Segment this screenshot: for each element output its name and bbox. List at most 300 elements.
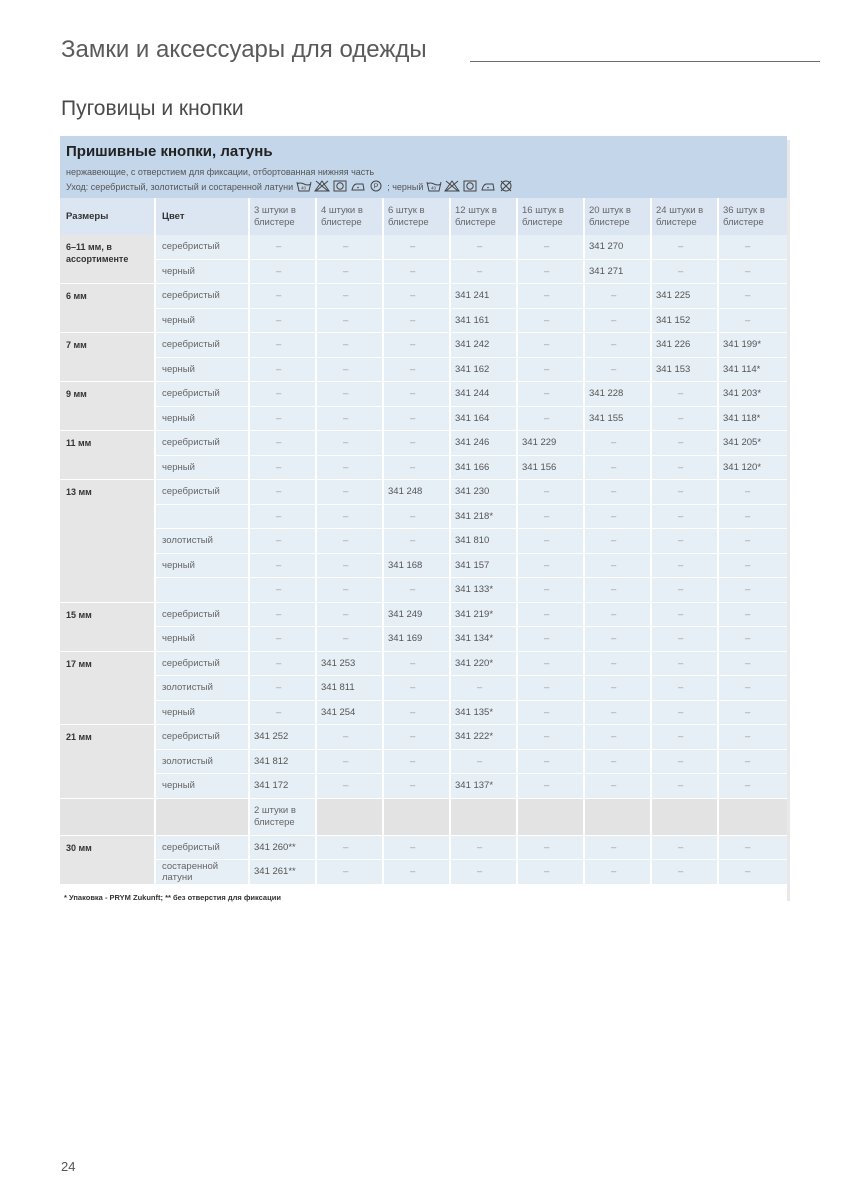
article-cell: – xyxy=(248,701,315,726)
article-cell: 341 270 xyxy=(583,235,650,260)
article-cell: 341 135* xyxy=(449,701,516,726)
article-cell: – xyxy=(650,529,717,554)
article-cell: – xyxy=(650,603,717,628)
article-cell: – xyxy=(382,860,449,885)
article-cell: – xyxy=(248,358,315,383)
article-cell: – xyxy=(650,407,717,432)
color-cell: серебристый xyxy=(154,431,248,456)
article-cell: 341 811 xyxy=(315,676,382,701)
article-cell: 341 271 xyxy=(583,260,650,285)
article-cell: – xyxy=(583,480,650,505)
article-cell: – xyxy=(248,260,315,285)
blank-cell xyxy=(60,799,154,836)
panel-title: Пришивные кнопки, латунь xyxy=(66,143,273,160)
article-cell: – xyxy=(382,725,449,750)
blank-cell xyxy=(583,799,650,836)
color-cell: серебристый xyxy=(154,836,248,861)
table-row xyxy=(60,836,787,861)
column-header: 24 штуки в блистере xyxy=(650,198,717,235)
article-cell: 341 155 xyxy=(583,407,650,432)
article-cell: – xyxy=(717,480,787,505)
article-cell: – xyxy=(717,750,787,775)
blank-cell xyxy=(382,799,449,836)
article-cell: – xyxy=(449,836,516,861)
care-black-text: ; черный xyxy=(387,182,424,192)
article-cell: – xyxy=(717,309,787,334)
article-cell: – xyxy=(583,627,650,652)
article-cell: 341 246 xyxy=(449,431,516,456)
article-cell: – xyxy=(315,333,382,358)
article-cell: 341 133* xyxy=(449,578,516,603)
iron-icon xyxy=(350,180,366,192)
size-cell: 15 мм xyxy=(60,603,154,652)
panel-header xyxy=(60,136,787,198)
article-cell: – xyxy=(449,860,516,885)
article-cell: – xyxy=(516,358,583,383)
article-cell: – xyxy=(382,676,449,701)
article-cell: 341 199* xyxy=(717,333,787,358)
article-cell: – xyxy=(516,603,583,628)
article-cell: – xyxy=(449,260,516,285)
color-cell: серебристый xyxy=(154,284,248,309)
article-cell: – xyxy=(315,750,382,775)
article-cell: – xyxy=(248,235,315,260)
article-cell: – xyxy=(315,431,382,456)
article-cell: – xyxy=(516,676,583,701)
color-cell: черный xyxy=(154,774,248,799)
table-row xyxy=(60,407,787,432)
article-cell: – xyxy=(315,725,382,750)
article-cell: – xyxy=(516,701,583,726)
article-cell: – xyxy=(248,529,315,554)
article-cell: – xyxy=(650,456,717,481)
article-cell: – xyxy=(248,309,315,334)
iron-icon xyxy=(480,180,496,192)
table-row xyxy=(60,284,787,309)
article-cell: 341 118* xyxy=(717,407,787,432)
article-cell: – xyxy=(382,333,449,358)
article-cell: – xyxy=(382,652,449,677)
table-row xyxy=(60,725,787,750)
column-header: 12 штук в блистере xyxy=(449,198,516,235)
color-cell: серебристый xyxy=(154,652,248,677)
color-cell: черный xyxy=(154,456,248,481)
article-cell: – xyxy=(717,676,787,701)
article-cell: – xyxy=(248,431,315,456)
article-cell: – xyxy=(516,836,583,861)
table-row xyxy=(60,309,787,334)
article-cell: – xyxy=(583,456,650,481)
wash-40-icon xyxy=(426,180,442,192)
article-cell: – xyxy=(382,309,449,334)
article-cell: 341 152 xyxy=(650,309,717,334)
article-cell: – xyxy=(516,725,583,750)
care-text: Уход: серебристый, золотистый и состаренной латуни xyxy=(66,182,294,192)
article-cell: – xyxy=(583,309,650,334)
article-cell: 341 229 xyxy=(516,431,583,456)
article-cell: 341 166 xyxy=(449,456,516,481)
article-cell: – xyxy=(650,554,717,579)
header-rule xyxy=(470,61,820,62)
article-cell: – xyxy=(382,750,449,775)
article-cell: – xyxy=(516,750,583,775)
size-cell: 21 мм xyxy=(60,725,154,799)
article-cell: 341 248 xyxy=(382,480,449,505)
article-cell: – xyxy=(248,627,315,652)
table-row xyxy=(60,529,787,554)
no-bleach-icon xyxy=(314,180,330,192)
article-cell: – xyxy=(315,407,382,432)
tumble-dry-icon xyxy=(332,180,348,192)
product-panel xyxy=(60,136,787,901)
article-cell: – xyxy=(248,578,315,603)
color-cell: черный xyxy=(154,260,248,285)
blank-cell xyxy=(449,799,516,836)
size-cell: 17 мм xyxy=(60,652,154,726)
article-cell: 341 230 xyxy=(449,480,516,505)
article-cell: – xyxy=(583,750,650,775)
color-cell: серебристый xyxy=(154,725,248,750)
article-cell: – xyxy=(382,260,449,285)
article-cell: – xyxy=(583,676,650,701)
article-cell: – xyxy=(315,235,382,260)
article-cell: – xyxy=(516,333,583,358)
article-cell: – xyxy=(583,431,650,456)
article-cell: – xyxy=(382,456,449,481)
blank-cell xyxy=(154,799,248,836)
article-cell: 341 219* xyxy=(449,603,516,628)
article-cell: 341 252 xyxy=(248,725,315,750)
table-row xyxy=(60,627,787,652)
article-cell: – xyxy=(650,480,717,505)
article-cell: – xyxy=(382,505,449,530)
table-row xyxy=(60,235,787,260)
size-cell: 11 мм xyxy=(60,431,154,480)
article-cell: – xyxy=(717,505,787,530)
color-cell: серебристый xyxy=(154,382,248,407)
blank-cell xyxy=(650,799,717,836)
table-row xyxy=(60,701,787,726)
column-header: Цвет xyxy=(154,198,248,235)
article-cell: – xyxy=(717,578,787,603)
color-cell: черный xyxy=(154,701,248,726)
color-cell: черный xyxy=(154,554,248,579)
size-cell: 13 мм xyxy=(60,480,154,603)
article-cell: 341 114* xyxy=(717,358,787,383)
article-cell: – xyxy=(650,676,717,701)
size-cell: 6–11 мм, в ассортименте xyxy=(60,235,154,284)
article-cell: – xyxy=(583,836,650,861)
article-cell: – xyxy=(717,860,787,885)
article-cell: 341 253 xyxy=(315,652,382,677)
article-cell: 341 134* xyxy=(449,627,516,652)
article-cell: – xyxy=(315,480,382,505)
article-cell: – xyxy=(583,505,650,530)
table-row xyxy=(60,676,787,701)
column-header: 3 штуки в блистере xyxy=(248,198,315,235)
article-cell: – xyxy=(516,235,583,260)
article-cell: – xyxy=(315,309,382,334)
article-cell: – xyxy=(382,836,449,861)
article-cell: – xyxy=(717,529,787,554)
article-cell: – xyxy=(650,725,717,750)
article-cell: 341 218* xyxy=(449,505,516,530)
article-cell: – xyxy=(315,554,382,579)
column-header: 4 штуки в блистере xyxy=(315,198,382,235)
article-cell: – xyxy=(315,860,382,885)
article-cell: – xyxy=(717,235,787,260)
blank-cell xyxy=(315,799,382,836)
table-row xyxy=(60,774,787,799)
table-row xyxy=(60,382,787,407)
table-row xyxy=(60,750,787,775)
article-cell: – xyxy=(516,860,583,885)
article-cell: – xyxy=(382,701,449,726)
article-cell: – xyxy=(650,836,717,861)
article-cell: – xyxy=(516,578,583,603)
article-cell: – xyxy=(382,774,449,799)
color-cell: черный xyxy=(154,358,248,383)
table-row xyxy=(60,860,787,885)
no-dry-clean-icon xyxy=(498,180,514,192)
article-cell: – xyxy=(382,284,449,309)
article-cell: – xyxy=(315,578,382,603)
article-cell: 341 249 xyxy=(382,603,449,628)
article-cell: – xyxy=(516,309,583,334)
article-cell: – xyxy=(315,284,382,309)
table-row xyxy=(60,578,787,603)
color-cell: серебристый xyxy=(154,480,248,505)
article-cell: – xyxy=(315,836,382,861)
article-cell: – xyxy=(248,676,315,701)
article-cell: – xyxy=(650,235,717,260)
color-cell: золотистый xyxy=(154,529,248,554)
article-cell: – xyxy=(650,505,717,530)
table-header-row xyxy=(60,198,787,235)
article-cell: – xyxy=(583,860,650,885)
article-cell: – xyxy=(382,431,449,456)
page-number: 24 xyxy=(61,1159,76,1174)
article-cell: – xyxy=(382,407,449,432)
column-header: 16 штук в блистере xyxy=(516,198,583,235)
article-cell: – xyxy=(449,676,516,701)
article-cell: – xyxy=(717,652,787,677)
panel-subtitle: нержавеющие, с отверстием для фиксации, отбортованная нижняя часть xyxy=(66,167,375,177)
article-cell: – xyxy=(315,382,382,407)
footnote: * Упаковка - PRYM Zukunft; ** без отверстия для фиксации xyxy=(60,885,787,915)
article-cell: – xyxy=(315,358,382,383)
color-cell: черный xyxy=(154,407,248,432)
article-cell: – xyxy=(717,284,787,309)
subheader-cell: 2 штуки в блистере xyxy=(248,799,315,836)
column-header: 36 штук в блистере xyxy=(717,198,787,235)
color-cell: черный xyxy=(154,309,248,334)
color-cell: серебристый xyxy=(154,603,248,628)
article-cell: 341 161 xyxy=(449,309,516,334)
article-cell: – xyxy=(583,554,650,579)
article-cell: – xyxy=(583,529,650,554)
article-cell: – xyxy=(516,407,583,432)
color-cell: черный xyxy=(154,627,248,652)
article-cell: – xyxy=(449,750,516,775)
article-cell: – xyxy=(650,701,717,726)
table-row xyxy=(60,333,787,358)
article-cell: – xyxy=(315,603,382,628)
table-row xyxy=(60,431,787,456)
table-row xyxy=(60,505,787,530)
article-cell: – xyxy=(516,774,583,799)
table-row xyxy=(60,480,787,505)
article-cell: – xyxy=(248,382,315,407)
color-cell: состаренной латуни xyxy=(154,860,248,885)
article-cell: 341 157 xyxy=(449,554,516,579)
table-row xyxy=(60,652,787,677)
color-cell: серебристый xyxy=(154,235,248,260)
column-header: Размеры xyxy=(60,198,154,235)
article-cell: – xyxy=(516,260,583,285)
color-cell: золотистый xyxy=(154,750,248,775)
article-cell: 341 222* xyxy=(449,725,516,750)
article-cell: 341 120* xyxy=(717,456,787,481)
care-icons-group xyxy=(295,180,385,194)
article-cell: – xyxy=(382,382,449,407)
color-cell xyxy=(154,505,248,530)
article-cell: 341 168 xyxy=(382,554,449,579)
product-table xyxy=(60,198,787,885)
article-cell: – xyxy=(650,774,717,799)
care-line xyxy=(66,180,787,194)
article-cell: – xyxy=(516,284,583,309)
article-cell: – xyxy=(315,456,382,481)
article-cell: – xyxy=(717,836,787,861)
article-cell: – xyxy=(516,480,583,505)
svg-text:P: P xyxy=(373,183,379,191)
article-cell: – xyxy=(516,382,583,407)
article-cell: – xyxy=(583,652,650,677)
subheader-row xyxy=(60,799,787,836)
color-cell xyxy=(154,578,248,603)
article-cell: – xyxy=(516,554,583,579)
article-cell: 341 156 xyxy=(516,456,583,481)
article-cell: 341 241 xyxy=(449,284,516,309)
article-cell: – xyxy=(717,725,787,750)
table-row xyxy=(60,554,787,579)
article-cell: – xyxy=(583,725,650,750)
color-cell: серебристый xyxy=(154,333,248,358)
chapter-title: Замки и аксессуары для одежды xyxy=(61,36,427,63)
table-row xyxy=(60,603,787,628)
article-cell: 341 242 xyxy=(449,333,516,358)
article-cell: – xyxy=(382,235,449,260)
article-cell: – xyxy=(315,774,382,799)
article-cell: 341 228 xyxy=(583,382,650,407)
no-bleach-icon xyxy=(444,180,460,192)
article-cell: 341 812 xyxy=(248,750,315,775)
article-cell: – xyxy=(248,333,315,358)
article-cell: 341 137* xyxy=(449,774,516,799)
panel-shadow xyxy=(787,140,790,901)
article-cell: 341 260** xyxy=(248,836,315,861)
article-cell: 341 254 xyxy=(315,701,382,726)
article-cell: 341 244 xyxy=(449,382,516,407)
article-cell: – xyxy=(583,333,650,358)
article-cell: – xyxy=(583,284,650,309)
article-cell: 341 205* xyxy=(717,431,787,456)
article-cell: 341 810 xyxy=(449,529,516,554)
article-cell: – xyxy=(315,260,382,285)
article-cell: – xyxy=(516,627,583,652)
article-cell: – xyxy=(248,505,315,530)
article-cell: – xyxy=(650,860,717,885)
article-cell: 341 169 xyxy=(382,627,449,652)
article-cell: – xyxy=(382,358,449,383)
article-cell: – xyxy=(650,578,717,603)
article-cell: – xyxy=(717,627,787,652)
article-cell: – xyxy=(382,529,449,554)
article-cell: – xyxy=(650,652,717,677)
article-cell: – xyxy=(248,456,315,481)
article-cell: – xyxy=(248,554,315,579)
article-cell: 341 220* xyxy=(449,652,516,677)
dry-clean-p-icon xyxy=(368,180,384,192)
article-cell: – xyxy=(717,701,787,726)
table-row xyxy=(60,456,787,481)
care-icons-group xyxy=(425,180,515,194)
article-cell: – xyxy=(516,652,583,677)
article-cell: – xyxy=(583,358,650,383)
article-cell: 341 261** xyxy=(248,860,315,885)
article-cell: – xyxy=(248,284,315,309)
article-cell: – xyxy=(583,701,650,726)
article-cell: – xyxy=(717,774,787,799)
table-row xyxy=(60,358,787,383)
article-cell: – xyxy=(650,382,717,407)
column-header: 20 штук в блистере xyxy=(583,198,650,235)
article-cell: – xyxy=(516,505,583,530)
article-cell: – xyxy=(650,750,717,775)
size-cell: 30 мм xyxy=(60,836,154,885)
section-title: Пуговицы и кнопки xyxy=(61,97,244,120)
wash-40-icon xyxy=(296,180,312,192)
article-cell: – xyxy=(315,529,382,554)
article-cell: 341 162 xyxy=(449,358,516,383)
size-cell: 7 мм xyxy=(60,333,154,382)
column-header: 6 штук в блистере xyxy=(382,198,449,235)
article-cell: – xyxy=(248,603,315,628)
article-cell: 341 164 xyxy=(449,407,516,432)
article-cell: – xyxy=(382,578,449,603)
table-row xyxy=(60,260,787,285)
article-cell: – xyxy=(650,627,717,652)
article-cell: – xyxy=(583,578,650,603)
article-cell: 341 172 xyxy=(248,774,315,799)
article-cell: – xyxy=(449,235,516,260)
article-cell: – xyxy=(583,603,650,628)
blank-cell xyxy=(717,799,787,836)
article-cell: – xyxy=(650,431,717,456)
svg-text:40: 40 xyxy=(301,185,307,191)
article-cell: – xyxy=(583,774,650,799)
article-cell: 341 203* xyxy=(717,382,787,407)
size-cell: 6 мм xyxy=(60,284,154,333)
article-cell: – xyxy=(650,260,717,285)
article-cell: – xyxy=(717,554,787,579)
blank-cell xyxy=(516,799,583,836)
article-cell: 341 153 xyxy=(650,358,717,383)
color-cell: золотистый xyxy=(154,676,248,701)
article-cell: – xyxy=(717,260,787,285)
article-cell: – xyxy=(248,407,315,432)
